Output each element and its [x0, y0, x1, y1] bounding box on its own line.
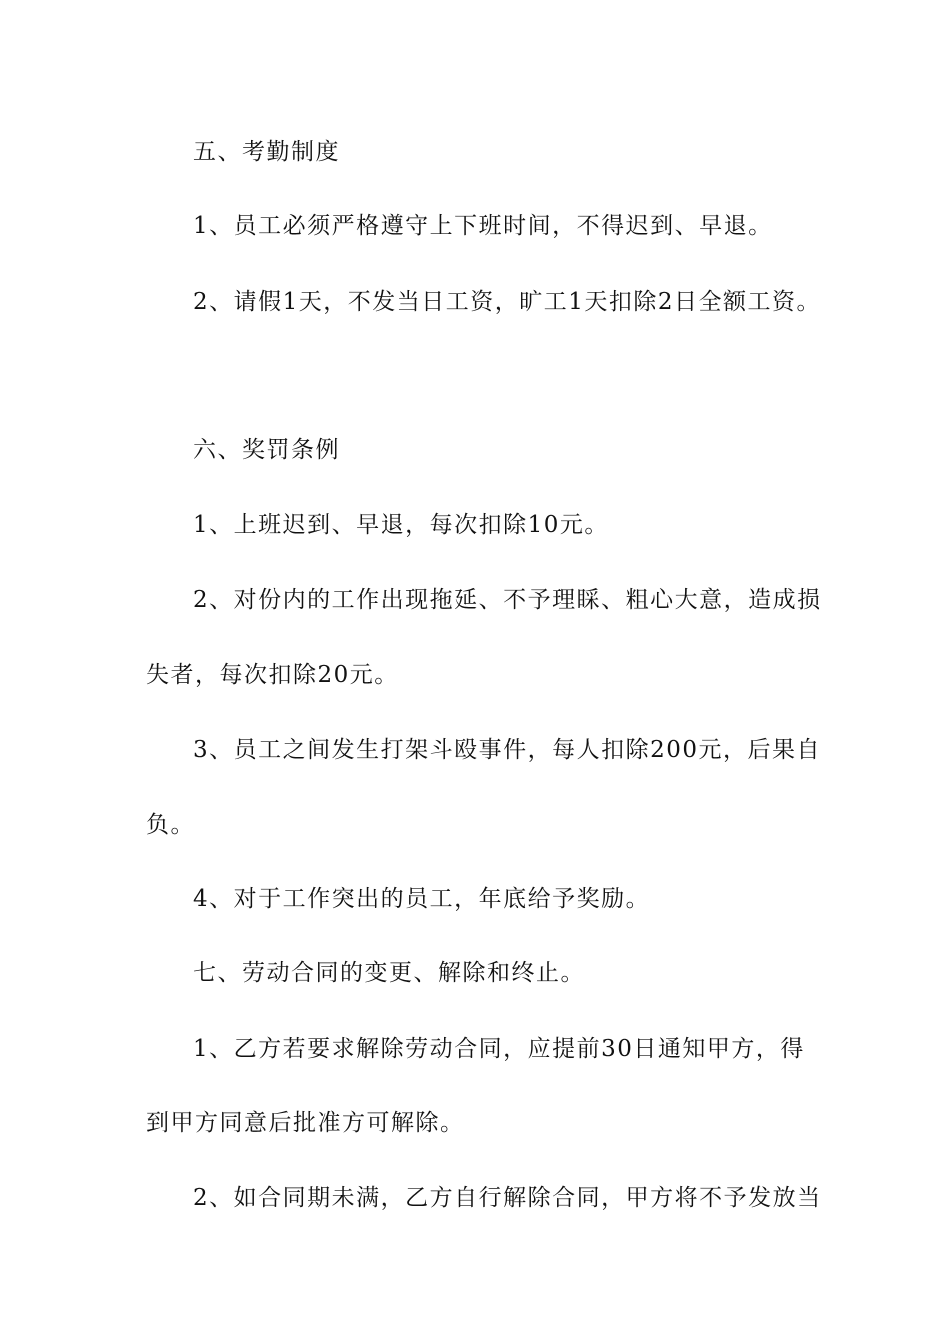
- section-6-item-1: 1、上班迟到、早退，每次扣除10元。: [193, 512, 609, 538]
- section-6-item-3-line-2: 负。: [146, 812, 195, 838]
- section-6-item-3-line-1: 3、员工之间发生打架斗殴事件，每人扣除200元，后果自: [193, 737, 822, 763]
- section-6-item-2-line-1: 2、对份内的工作出现拖延、不予理睬、粗心大意，造成损: [193, 587, 822, 613]
- section-5-heading: 五、考勤制度: [193, 139, 340, 165]
- section-7-item-1-line-2: 到甲方同意后批准方可解除。: [146, 1110, 465, 1136]
- section-7-heading: 七、劳动合同的变更、解除和终止。: [193, 960, 585, 986]
- section-6-item-2-line-2: 失者，每次扣除20元。: [146, 662, 399, 688]
- section-7-item-2-line-1: 2、如合同期未满，乙方自行解除合同，甲方将不予发放当: [193, 1185, 822, 1211]
- section-7-item-1-line-1: 1、乙方若要求解除劳动合同，应提前30日通知甲方，得: [193, 1036, 805, 1062]
- section-6-item-4: 4、对于工作突出的员工，年底给予奖励。: [193, 886, 651, 912]
- section-5-item-2: 2、请假1天，不发当日工资，旷工1天扣除2日全额工资。: [193, 289, 822, 315]
- section-5-item-1: 1、员工必须严格遵守上下班时间，不得迟到、早退。: [193, 213, 773, 239]
- section-6-heading: 六、奖罚条例: [193, 437, 340, 463]
